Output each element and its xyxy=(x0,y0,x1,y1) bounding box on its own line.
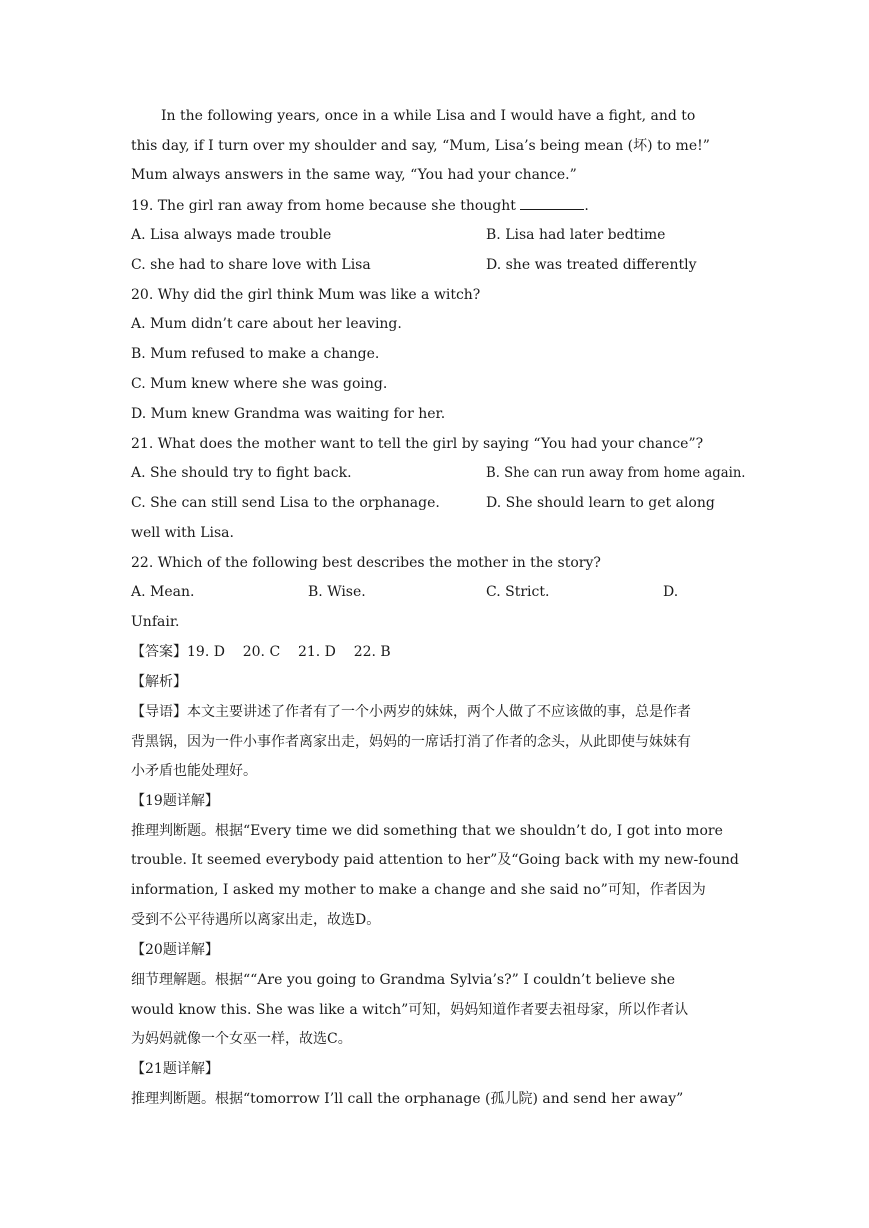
question-22-option-c: C. Strict. xyxy=(486,584,550,600)
question-21-option-b: B. She can run away from home again. xyxy=(486,465,746,481)
answer-key: 【答案】19. D 20. C 21. D 22. B xyxy=(131,644,391,660)
explanation-20-line: 细节理解题。根据““Are you going to Grandma Sylvia’s?” I couldn’t believe she xyxy=(131,972,676,988)
question-21-option-a: A. She should try to fight back. xyxy=(131,465,352,481)
question-21-option-d-continued: well with Lisa. xyxy=(131,525,234,541)
question-19-stem-end: . xyxy=(584,198,589,214)
question-22-stem: 22. Which of the following best describes the mother in the story? xyxy=(131,555,601,571)
question-19-stem xyxy=(131,196,589,215)
question-20-option-b: B. Mum refused to make a change. xyxy=(131,346,380,362)
explanation-19-line: 推理判断题。根据“Every time we did something that we shouldn’t do, I got into more xyxy=(131,823,723,839)
passage-line: In the following years, once in a while Lisa and I would have a fight, and to xyxy=(161,108,696,124)
analysis-heading: 【解析】 xyxy=(131,674,187,690)
question-22-option-d: D. xyxy=(663,584,679,600)
explanation-19-line: 受到不公平待遇所以离家出走，故选D。 xyxy=(131,912,381,928)
explanation-21-line: 推理判断题。根据“tomorrow I’ll call the orphanage (孤儿院) and send her away” xyxy=(131,1091,684,1107)
explanation-20-line: 为妈妈就像一个女巫一样，故选C。 xyxy=(131,1031,352,1047)
explanation-20-heading: 【20题详解】 xyxy=(131,942,219,958)
explanation-20-line: would know this. She was like a witch”可知，妈妈知道作者要去祖母家，所以作者认 xyxy=(131,1002,689,1018)
question-22-option-a: A. Mean. xyxy=(131,584,195,600)
question-19-option-b: B. Lisa had later bedtime xyxy=(486,227,666,243)
answer-blank xyxy=(520,196,584,210)
intro-line: 小矛盾也能处理好。 xyxy=(131,763,257,779)
question-20-option-a: A. Mum didn’t care about her leaving. xyxy=(131,316,402,332)
passage-line: Mum always answers in the same way, “You had your chance.” xyxy=(131,167,577,183)
question-19-option-c: C. she had to share love with Lisa xyxy=(131,257,371,273)
question-20-stem: 20. Why did the girl think Mum was like a witch? xyxy=(131,287,481,303)
question-21-option-d: D. She should learn to get along xyxy=(486,495,715,511)
question-20-option-d: D. Mum knew Grandma was waiting for her. xyxy=(131,406,446,422)
question-19-option-a: A. Lisa always made trouble xyxy=(131,227,332,243)
intro-line: 背黑锅，因为一件小事作者离家出走，妈妈的一席话打消了作者的念头，从此即使与妹妹有 xyxy=(131,734,691,750)
explanation-19-line: trouble. It seemed everybody paid attention to her”及“Going back with my new-found xyxy=(131,852,739,868)
question-20-option-c: C. Mum knew where she was going. xyxy=(131,376,388,392)
explanation-19-heading: 【19题详解】 xyxy=(131,793,219,809)
question-19-option-d: D. she was treated differently xyxy=(486,257,697,273)
question-21-stem: 21. What does the mother want to tell the girl by saying “You had your chance”? xyxy=(131,436,704,452)
intro-line: 【导语】本文主要讲述了作者有了一个小两岁的妹妹，两个人做了不应该做的事，总是作者 xyxy=(131,704,691,720)
question-22-option-b: B. Wise. xyxy=(308,584,366,600)
passage-line: this day, if I turn over my shoulder and say, “Mum, Lisa’s being mean (坏) to me!” xyxy=(131,138,710,154)
explanation-19-line: information, I asked my mother to make a change and she said no”可知，作者因为 xyxy=(131,882,706,898)
explanation-21-heading: 【21题详解】 xyxy=(131,1061,219,1077)
question-21-option-c: C. She can still send Lisa to the orphanage. xyxy=(131,495,440,511)
question-19-stem-text: 19. The girl ran away from home because she thought xyxy=(131,198,521,214)
question-22-option-d-continued: Unfair. xyxy=(131,614,180,630)
